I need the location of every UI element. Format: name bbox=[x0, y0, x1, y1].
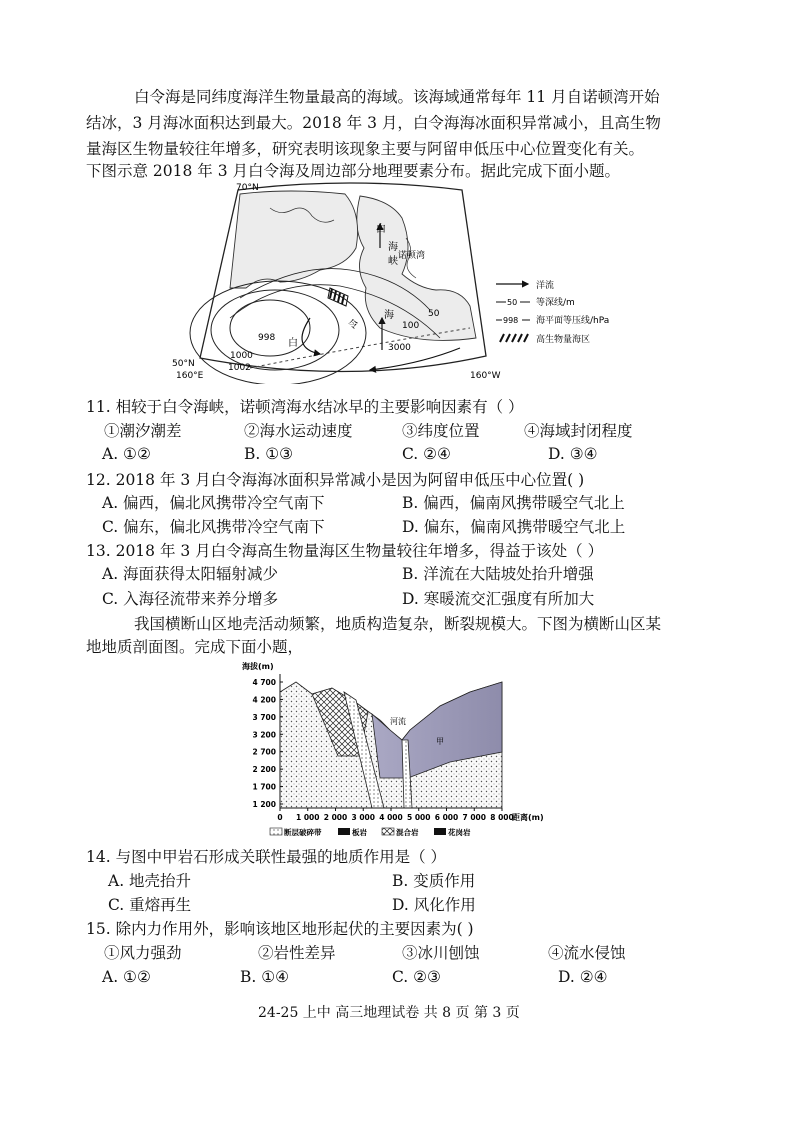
isobar-998-label: 998 bbox=[258, 333, 276, 343]
label-bai-sea: 白 bbox=[288, 338, 298, 349]
q15-option-c[interactable]: C. ②③ bbox=[392, 968, 441, 986]
q14-stem: 14. 与图中甲岩石形成关联性最强的地质作用是（ ） bbox=[86, 848, 447, 866]
legend-depth-sample: 50 bbox=[507, 298, 518, 307]
profile-y-tick: 3 700 bbox=[252, 712, 276, 722]
legend-migmatite: 混合岩 bbox=[396, 828, 419, 837]
q13-option-a[interactable]: A. 海面获得太阳辐射减少 bbox=[102, 565, 279, 583]
q12-option-d[interactable]: D. 偏东，偏南风携带暖空气北上 bbox=[402, 518, 626, 536]
profile-xlabel: 距离(m) bbox=[512, 813, 544, 822]
lon-160e-label: 160°E bbox=[176, 371, 204, 381]
label-ling2: 令 bbox=[334, 290, 335, 291]
bering-sea-map bbox=[170, 178, 530, 384]
profile-x-tick: 7 000 bbox=[462, 813, 486, 822]
depth-3000-label: 3000 bbox=[388, 343, 411, 353]
q14-option-b[interactable]: B. 变质作用 bbox=[392, 872, 476, 890]
q12-option-b[interactable]: B. 偏西，偏南风携带暖空气北上 bbox=[402, 494, 625, 512]
q11-stem: 11. 相较于白令海峡，诺顿湾海水结冰早的主要影响因素有（ ） bbox=[86, 398, 524, 416]
q15-item-2: ②岩性差异 bbox=[258, 944, 336, 962]
label-bai-strait: 白 bbox=[376, 224, 386, 235]
profile-x-tick: 2 000 bbox=[323, 813, 348, 822]
legend-current: 洋流 bbox=[536, 281, 555, 291]
label-norton-bay: 诺顿湾 bbox=[398, 251, 426, 261]
map-legend bbox=[494, 278, 664, 350]
passage1-line3: 量海区生物量较往年增多，研究表明该现象主要与阿留申低压中心位置变化有关。 bbox=[86, 140, 645, 158]
q14-option-c[interactable]: C. 重熔再生 bbox=[108, 896, 192, 914]
profile-y-tick: 1 200 bbox=[252, 800, 276, 809]
passage1-line1: 白令海是同纬度海洋生物量最高的海域。该海域通常每年 11 月自诺顿湾开始 bbox=[134, 88, 660, 106]
page-footer: 24-25 上中 高三地理试卷 共 8 页 第 3 页 bbox=[258, 1005, 520, 1021]
passage1-line4: 下图示意 2018 年 3 月白令海及周边部分地理要素分布。据此完成下面小题。 bbox=[86, 162, 621, 180]
legend-isobar: 海平面等压线/hPa bbox=[536, 316, 610, 326]
label-river: 河流 bbox=[390, 717, 406, 726]
profile-x-tick: 6 000 bbox=[434, 813, 459, 822]
legend-granite: 花岗岩 bbox=[448, 828, 471, 837]
isobar-1002-label: 1002 bbox=[228, 363, 251, 373]
profile-x-tick: 8 000 bbox=[490, 813, 514, 822]
q11-item-1: ①潮汐潮差 bbox=[104, 422, 182, 440]
q13-stem: 13. 2018 年 3 月白令海高生物量海区生物量较往年增多，得益于该处（ ） bbox=[86, 542, 604, 560]
passage1-line2: 结冰，3 月海冰面积达到最大。2018 年 3 月，白令海海冰面积异常减小，且高生物 bbox=[86, 114, 661, 132]
passage2-line1: 我国横断山区地壳活动频繁，地质构造复杂，断裂规模大。下图为横断山区某 bbox=[134, 615, 662, 633]
legend-depth: 等深线/m bbox=[536, 298, 575, 308]
q15-item-3: ③冰川刨蚀 bbox=[402, 944, 480, 962]
profile-x-tick: 5 000 bbox=[407, 813, 431, 822]
q15-option-a[interactable]: A. ①② bbox=[102, 968, 151, 986]
profile-y-tick: 1 700 bbox=[252, 782, 276, 792]
profile-x-tick: 0 bbox=[277, 813, 283, 822]
profile-legend bbox=[270, 827, 471, 837]
q14-option-a[interactable]: A. 地壳抬升 bbox=[108, 872, 192, 890]
q11-option-c[interactable]: C. ②④ bbox=[402, 445, 451, 463]
q11-option-a[interactable]: A. ①② bbox=[102, 445, 151, 463]
q15-stem: 15. 除内力作用外，影响该地区地形起伏的主要因素为( ) bbox=[86, 920, 474, 938]
legend-slate: 板岩 bbox=[352, 828, 367, 837]
label-hai-sea: 海 bbox=[384, 310, 394, 321]
q12-stem: 12. 2018 年 3 月白令海海冰面积异常减小是因为阿留申低压中心位置( ) bbox=[86, 471, 585, 489]
profile-x-ticks bbox=[277, 808, 513, 822]
profile-y-tick: 4 700 bbox=[252, 678, 276, 687]
legend-fault: 断层破碎带 bbox=[284, 828, 322, 837]
label-xia-strait: 峡 bbox=[388, 256, 398, 267]
label-jia: 甲 bbox=[436, 737, 444, 746]
profile-y-tick: 3 200 bbox=[252, 730, 276, 740]
q14-option-d[interactable]: D. 风化作用 bbox=[392, 896, 476, 914]
q11-item-4: ④海域封闭程度 bbox=[524, 422, 633, 440]
profile-x-tick: 1 000 bbox=[296, 813, 320, 822]
q15-item-1: ①风力强劲 bbox=[104, 944, 182, 962]
q15-item-4: ④流水侵蚀 bbox=[548, 944, 626, 962]
profile-y-tick: 2 200 bbox=[252, 765, 276, 775]
q11-option-b[interactable]: B. ①③ bbox=[244, 445, 294, 463]
profile-y-tick: 4 200 bbox=[252, 695, 276, 705]
profile-x-tick: 3 000 bbox=[351, 813, 375, 822]
q15-option-b[interactable]: B. ①④ bbox=[240, 968, 290, 986]
q15-option-d[interactable]: D. ②④ bbox=[558, 968, 608, 986]
q11-item-3: ③纬度位置 bbox=[402, 422, 480, 440]
legend-isobar-sample: 998 bbox=[503, 316, 519, 325]
lat-70n-label: 70°N bbox=[236, 183, 259, 193]
q13-option-d[interactable]: D. 寒暖流交汇强度有所加大 bbox=[402, 590, 595, 608]
q12-option-a[interactable]: A. 偏西，偏北风携带冷空气南下 bbox=[102, 494, 325, 512]
profile-x-tick: 4 000 bbox=[379, 813, 403, 822]
profile-y-tick: 2 700 bbox=[252, 747, 276, 757]
q11-item-2: ②海水运动速度 bbox=[244, 422, 353, 440]
depth-100-label: 100 bbox=[402, 321, 420, 331]
lon-160w-label: 160°W bbox=[470, 371, 501, 381]
geologic-profile bbox=[240, 660, 560, 842]
q12-option-c[interactable]: C. 偏东，偏北风携带冷空气南下 bbox=[102, 518, 325, 536]
label-ling-sea: 令 bbox=[348, 320, 358, 331]
isobar-1000-label: 1000 bbox=[230, 351, 253, 361]
legend-bio: 高生物量海区 bbox=[536, 335, 591, 345]
passage2-line2: 地地质剖面图。完成下面小题， bbox=[86, 638, 304, 656]
q13-option-c[interactable]: C. 入海径流带来养分增多 bbox=[102, 590, 279, 608]
label-hai-strait: 海 bbox=[388, 242, 398, 253]
lat-50n-label: 50°N bbox=[172, 359, 195, 369]
profile-y-ticks bbox=[253, 678, 284, 809]
q11-option-d[interactable]: D. ③④ bbox=[548, 445, 598, 463]
q13-option-b[interactable]: B. 洋流在大陆坡处抬升增强 bbox=[402, 565, 594, 583]
profile-ylabel: 海拔(m) bbox=[242, 662, 274, 671]
depth-50-label: 50 bbox=[428, 309, 440, 319]
